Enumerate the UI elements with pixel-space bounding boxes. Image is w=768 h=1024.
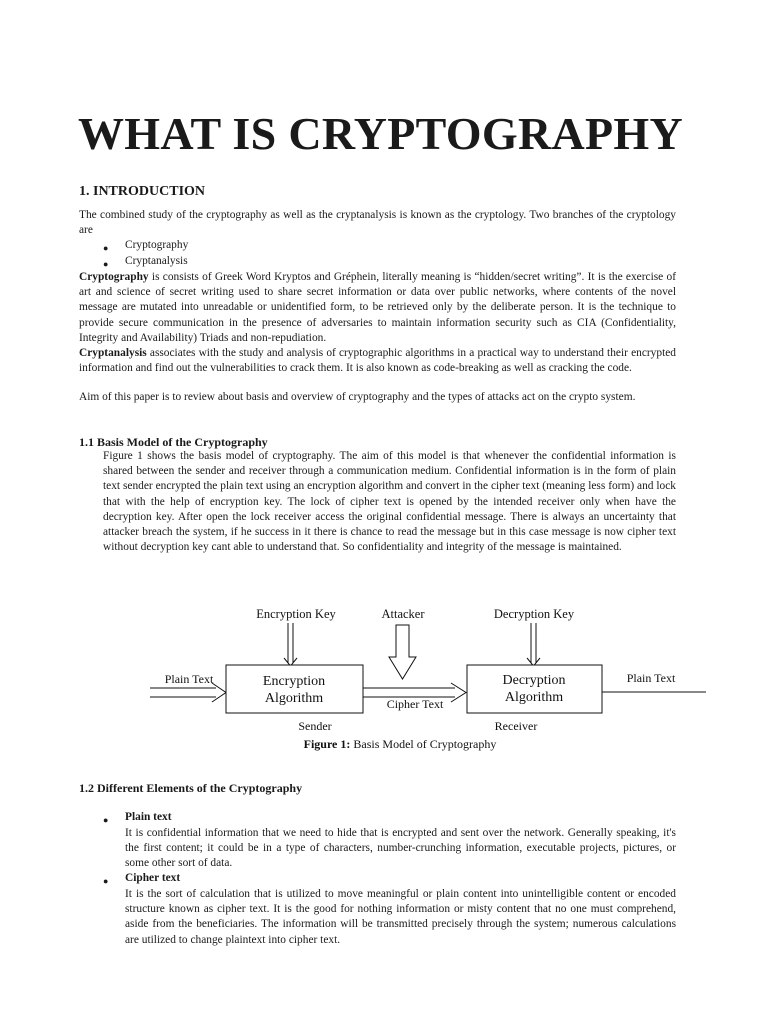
attacker-label: Attacker [381,607,425,621]
element-body-cipher-text: It is the sort of calculation that is utilized to move meaningful or plain content into unintelligible content or encoded structure known as cipher text. It is the good for nothing information or misty content that no one must comprehend, aside from the beneficiaries. The information will be transmitted precisely through the system; numerous calculations are utilized to change plaintext into cipher text. [125,888,676,946]
term-cryptanalysis: Cryptanalysis [79,347,147,359]
sender-label: Sender [298,719,332,733]
encryption-box-line1: Encryption [262,674,326,689]
plain-text-output-label: Plain Text [626,671,676,685]
decryption-key-label: Decryption Key [493,607,575,621]
section-heading-introduction: 1. INTRODUCTION [79,184,206,199]
bullet-icon: ● [103,815,109,825]
cryptanalysis-definition-text: associates with the study and analysis of cryptographic algorithms in a practical way to understand their encrypted information and find out the vulnerabilities to crack them. It is also known as code-breaking as well as cracking the code. [79,347,676,375]
figure-caption [304,737,497,751]
encryption-box-line2: Algorithm [264,691,324,706]
element-body-plain-text: It is confidential information that we need to hide that is encrypted and sent over the network. Generally speaking, it's the first content; it could be in a type of characters, number-crunching information, executable projects, pictures, or some other sort of data. [125,827,676,870]
paper-aim-paragraph: Aim of this paper is to review about basis and overview of cryptography and the types of attacks act on the crypto system. [79,391,636,403]
element-term-plain-text: Plain text [125,811,172,823]
intro-paragraph: The combined study of the cryptography as well as the cryptanalysis is known as the cryptology. Two branches of the cryptology are [79,209,676,237]
decryption-key-arrow [527,623,540,666]
branch-item-cryptanalysis: Cryptanalysis [125,255,188,267]
term-cryptography: Cryptography [79,271,149,283]
figure-caption-text: Basis Model of Cryptography [350,737,497,751]
basis-model-diagram [0,595,768,760]
branch-item-cryptography: Cryptography [125,239,189,251]
bullet-icon: ● [103,876,109,886]
element-term-cipher-text: Cipher text [125,872,181,884]
bullet-icon: ● [103,259,109,269]
cryptanalysis-definition [79,346,676,376]
cipher-text-label: Cipher Text [386,697,444,711]
figure-caption-label: Figure 1: [303,737,351,751]
encryption-key-arrow [284,623,297,666]
decryption-box-line2: Algorithm [504,690,564,705]
subsection-heading-basis-model: 1.1 Basis Model of the Cryptography [79,435,268,449]
plain-text-input-label: Plain Text [164,672,214,686]
receiver-label: Receiver [494,719,538,733]
basis-model-paragraph: Figure 1 shows the basis model of cryptography. The aim of this model is that whenever the confidential information is shared between the sender and receiver through a communication medium. Confidential information is in the form of plain text sender encrypted the plain text using an encryption algorithm and convert in the cipher text (meaning less form) and lock that with the help of encryption key. The lock of cipher text is opened by the intended receiver only when have the decryption key. After open the lock receiver access the original confidential message. There is always an uncertainty that attacker breach the system, if he success in it there is chance to read the message but in this case message is now cipher text without decryption key cant able to understand that. So confidentiality and integrity of the message is maintained. [103,450,676,554]
decryption-box-line1: Decryption [502,673,566,688]
document-title: WHAT IS CRYPTOGRAPHY [78,108,684,159]
encryption-key-label: Encryption Key [256,607,336,621]
cryptography-definition-text: is consists of Greek Word Kryptos and Gréphein, literally meaning is “hidden/secret writing”. It is the exercise of art and science of secret writing used to share secret information or data over public networks, where contents of the novel message are mutated into unreadable or unidentified form, to be retrieved only by the deliberate person. It is the technique to provide secure communication in the presence of adversaries to maintain information security such as CIA (Confidentiality, Integrity and Availability) Triads and non-repudiation. [79,271,676,344]
bullet-icon: ● [103,243,109,253]
subsection-heading-elements: 1.2 Different Elements of the Cryptography [79,781,303,795]
attacker-arrow [389,625,416,679]
cryptography-definition [79,270,676,346]
